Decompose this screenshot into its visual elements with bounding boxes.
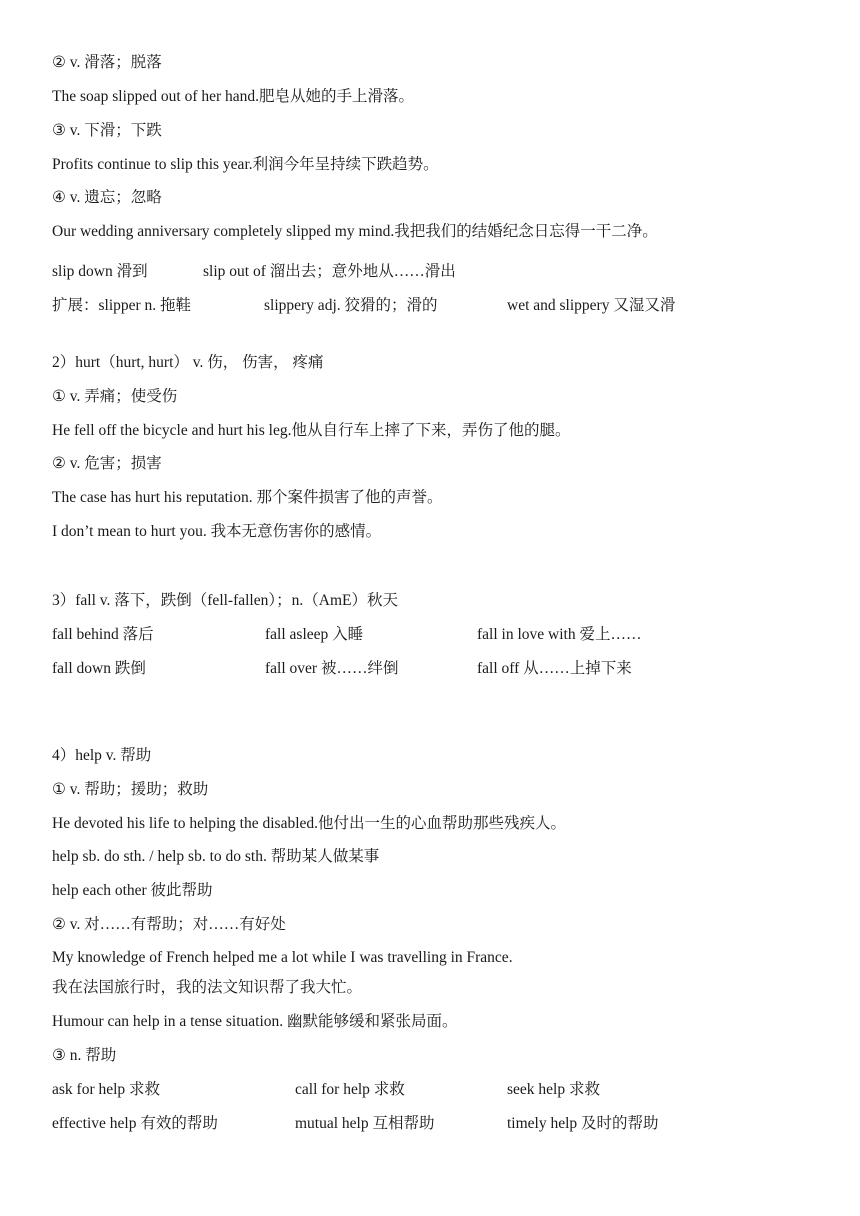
extension-phrase: wet and slippery 又湿又滑	[507, 297, 676, 314]
extension-phrase: slippery adj. 狡猾的；滑的	[264, 297, 438, 314]
phrase: ask for help 求救	[52, 1081, 161, 1098]
phrase: seek help 求救	[507, 1081, 600, 1098]
example-sentence: Our wedding anniversary completely slipped my mind.我把我们的结婚纪念日忘得一干二净。	[52, 223, 658, 240]
sense-heading: ① v. 弄痛；使受伤	[52, 388, 178, 405]
sense-heading: ② v. 对……有帮助；对……有好处	[52, 916, 286, 933]
example-sentence: I don’t mean to hurt you. 我本无意伤害你的感情。	[52, 523, 382, 540]
sense-heading: ② v. 滑落；脱落	[52, 54, 162, 71]
sense-heading: ④ v. 遗忘；忽略	[52, 189, 162, 206]
sense-heading: ② v. 危害；损害	[52, 455, 162, 472]
phrase: help each other 彼此帮助	[52, 882, 213, 899]
example-sentence: Humour can help in a tense situation. 幽默能够缓和紧张局面。	[52, 1013, 458, 1030]
example-sentence: My knowledge of French helped me a lot while I was travelling in France.	[52, 949, 513, 966]
sense-heading: ③ v. 下滑；下跌	[52, 122, 162, 139]
phrase: timely help 及时的帮助	[507, 1115, 659, 1132]
phrase: call for help 求救	[295, 1081, 405, 1098]
extension-phrase: 扩展：slipper n. 拖鞋	[52, 297, 192, 314]
example-sentence: The case has hurt his reputation. 那个案件损害了他的声誉。	[52, 489, 443, 506]
example-sentence: The soap slipped out of her hand.肥皂从她的手上滑落。	[52, 88, 415, 105]
example-sentence: He fell off the bicycle and hurt his leg.他从自行车上摔了下来，弄伤了他的腿。	[52, 422, 571, 439]
phrase: effective help 有效的帮助	[52, 1115, 218, 1132]
sense-heading: ③ n. 帮助	[52, 1047, 117, 1064]
entry-heading: 2）hurt（hurt, hurt） v. 伤， 伤害， 疼痛	[52, 354, 324, 371]
phrase: fall over 被……绊倒	[265, 660, 399, 677]
entry-heading: 4）help v. 帮助	[52, 747, 152, 764]
entry-heading: 3）fall v. 落下，跌倒（fell-fallen）；n.（AmE）秋天	[52, 592, 398, 609]
phrase: fall down 跌倒	[52, 660, 146, 677]
phrase: fall asleep 入睡	[265, 626, 364, 643]
phrase: slip down 滑到	[52, 263, 148, 280]
phrase: fall off 从……上掉下来	[477, 660, 632, 677]
sense-heading: ① v. 帮助；援助；救助	[52, 781, 209, 798]
phrase: fall in love with 爱上……	[477, 626, 642, 643]
example-translation: 我在法国旅行时，我的法文知识帮了我大忙。	[52, 979, 363, 996]
example-sentence: Profits continue to slip this year.利润今年呈持续下跌趋势。	[52, 156, 439, 173]
phrase: slip out of 溜出去；意外地从……滑出	[203, 263, 456, 280]
phrase: fall behind 落后	[52, 626, 154, 643]
example-sentence: He devoted his life to helping the disabled.他付出一生的心血帮助那些残疾人。	[52, 815, 567, 832]
phrase: mutual help 互相帮助	[295, 1115, 435, 1132]
phrase: help sb. do sth. / help sb. to do sth. 帮助某人做某事	[52, 848, 380, 865]
